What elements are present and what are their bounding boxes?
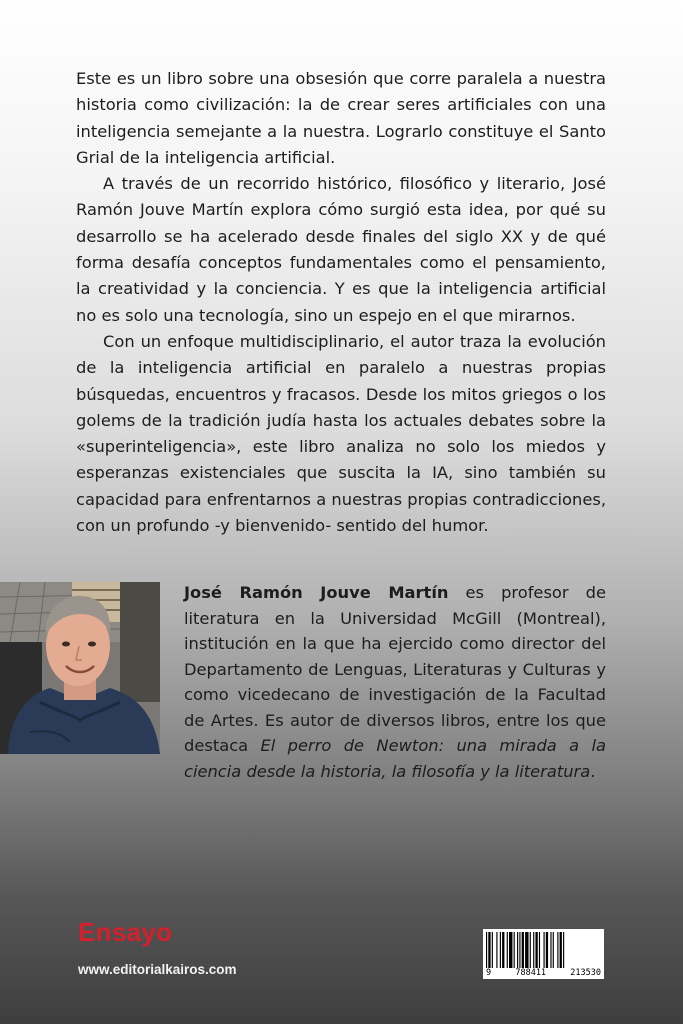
barcode-bar — [539, 932, 540, 968]
barcode-bar — [488, 932, 490, 968]
barcode-bar — [530, 932, 531, 968]
barcode-bar — [509, 932, 512, 968]
isbn-digit-group: 213530 — [570, 968, 601, 978]
barcode-bar — [507, 932, 508, 968]
barcode-bar — [517, 932, 518, 968]
barcode-bar — [502, 932, 504, 968]
barcode-bar — [514, 932, 515, 968]
author-name: José Ramón Jouve Martín — [184, 583, 449, 602]
barcode-bar — [500, 932, 501, 968]
isbn-digit-group: 788411 — [515, 968, 547, 978]
barcode-bar — [533, 932, 534, 968]
author-bio — [184, 580, 606, 784]
publisher-website: www.editorialkairos.com — [78, 962, 237, 977]
isbn-digits — [483, 969, 604, 978]
barcode-bar — [525, 932, 528, 968]
barcode-bar — [553, 932, 554, 968]
blurb-paragraph-2: A través de un recorrido histórico, filosófico y literario, José Ramón Jouve Martín explora cómo surgió esta idea, por qué su desarrollo se ha acelerado desde finales del siglo XX y de qué forma desafía conceptos fundamentales como el pensamiento, la creatividad y la conciencia. Y es que la inteligencia artificial no es solo una tecnología, sino un espejo en el que mirarnos. — [76, 174, 606, 325]
barcode-bar — [560, 932, 562, 968]
barcode-bar — [535, 932, 537, 968]
barcode-bar — [496, 932, 497, 968]
barcode-bar — [563, 932, 564, 968]
barcode-bar — [492, 932, 493, 968]
barcode-bar — [550, 932, 551, 968]
back-cover-blurb — [76, 66, 606, 539]
barcode-bar — [522, 932, 524, 968]
barcode-bar — [486, 932, 487, 968]
author-bio-end: . — [590, 761, 596, 781]
isbn-barcode — [483, 929, 604, 979]
barcode-bar — [546, 932, 548, 968]
featured-book-title: El perro de Newton: una mirada a la ciencia desde la historia, la filosofía y la literatura — [184, 736, 606, 781]
author-photo — [0, 582, 160, 754]
collection-label: Ensayo — [78, 917, 173, 947]
isbn-digit-group: 9 — [486, 968, 492, 978]
blurb-paragraph-3: Con un enfoque multidisciplinario, el autor traza la evolución de la inteligencia artificial en paralelo a nuestras propias búsquedas, encuentros y fracasos. Desde los mitos griegos o los golems de la tradición judía hasta los actuales debates sobre la «superinteligencia», este libro analiza no solo los miedos y esperanzas existenciales que suscita la IA, sino también su capacidad para enfrentarnos a nuestras propias contradicciones, con un profundo -y bienvenido- sentido del humor. — [76, 331, 606, 536]
blurb-paragraph-1: Este es un libro sobre una obsesión que corre paralela a nuestra historia como civilización: la de crear seres artificiales con una inteligencia semejante a la nuestra. Lograrlo constituye el Santo Grial de la inteligencia artificial. — [76, 69, 606, 167]
barcode-bar — [544, 932, 545, 968]
barcode-bar — [557, 932, 558, 968]
barcode-bar — [519, 932, 520, 968]
author-bio-text: es profesor de literatura en la Universidad McGill (Montreal), institución en la que ha ejercido como director del Departamento de Lenguas, Literaturas y Culturas y como vicedecano de investigación de la Facultad de Artes. Es autor de diversos libros, entre los que destaca — [184, 583, 606, 755]
